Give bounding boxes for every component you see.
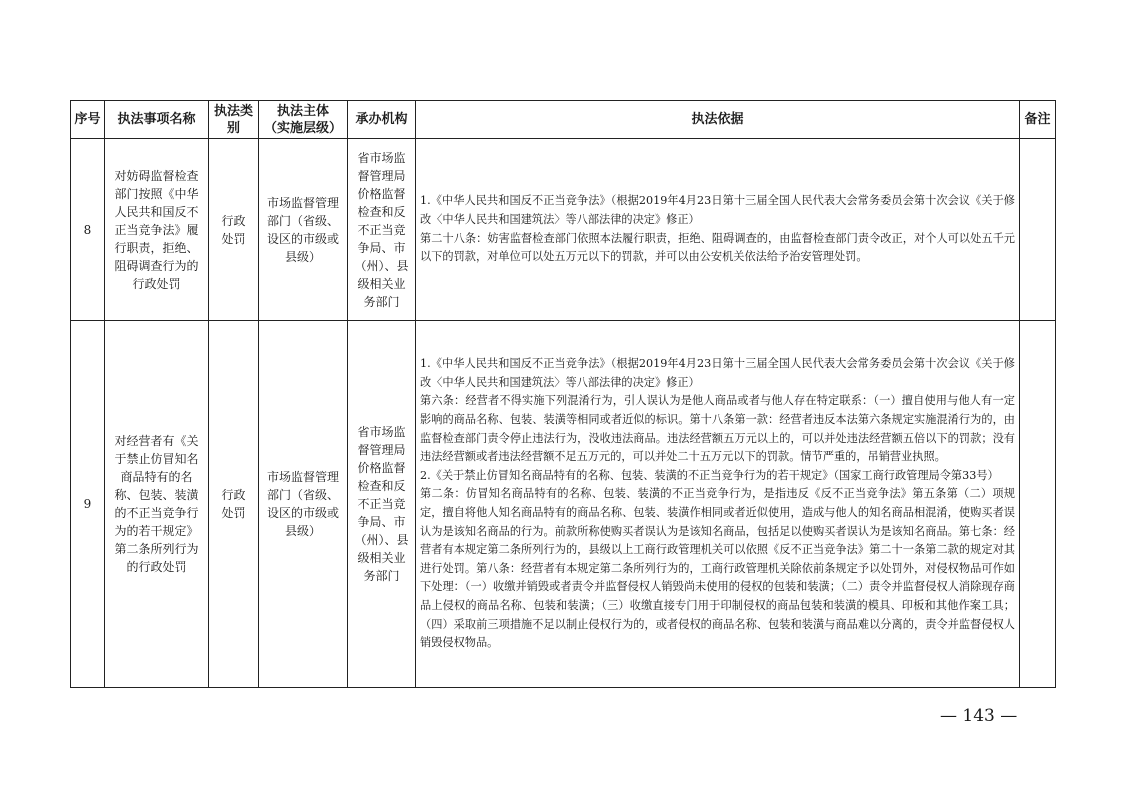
row-remark <box>1020 321 1056 688</box>
row-name: 对妨碍监督检查部门按照《中华人民共和国反不正当竞争法》履行职责，拒绝、阻碍调查行为的行政处罚 <box>105 139 209 321</box>
enforcement-table <box>70 100 1056 688</box>
row-category: 行政处罚 <box>209 321 259 688</box>
header-name: 执法事项名称 <box>105 101 209 139</box>
row-subject: 市场监督管理部门（省级、设区的市级或县级） <box>259 321 348 688</box>
row-basis <box>416 321 1020 688</box>
row-seq: 9 <box>71 321 105 688</box>
table-row <box>71 321 1056 688</box>
basis-paragraph: 第二十八条：妨害监督检查部门依照本法履行职责，拒绝、阻碍调查的，由监督检查部门责令改正，对个人可以处五千元以下的罚款，对单位可以处五万元以下的罚款，并可以由公安机关依法给予治安管理处罚。 <box>420 231 1015 264</box>
header-subject <box>259 101 348 139</box>
table-header-row <box>71 101 1056 139</box>
row-remark <box>1020 139 1056 321</box>
basis-paragraph: 第六条：经营者不得实施下列混淆行为，引人误认为是他人商品或者与他人存在特定联系：（一）擅自使用与他人有一定影响的商品名称、包装、装潢等相同或者近似的标识。第十八条第一款：经营者违反本法第六条规定实施混淆行为的，由监督检查部门责令停止违法行为，没收违法商品。违法经营额五万元以上的，可以并处违法经营额五倍以下的罚款；没有违法经营额或者违法经营额不足五万元的，可以并处二十五万元以下的罚款。情节严重的，吊销营业执照。 <box>420 394 1015 464</box>
basis-paragraph: 第二条：仿冒知名商品特有的名称、包装、装潢的不正当竞争行为，是指违反《反不正当竞争法》第五条第（二）项规定，擅自将他人知名商品特有的商品名称、包装、装潢作相同或者近似使用，造成与他人的知名商品相混淆，使购买者误认为是该知名商品的行为。前款所称使购买者误认为是该知名商品，包括足以使购买者误认为是该知名商品。第七条：经营者有本规定第二条所列行为的，县级以上工商行政管理机关可以依照《反不正当竞争法》第二十一条第二款的规定对其进行处罚。第八条：经营者有本规定第二条所列行为的，工商行政管理机关除依前条规定予以处罚外，对侵权物品可作如下处理：（一）收缴并销毁或者责令并监督侵权人销毁尚未使用的侵权的包装和装潢；（二）责令并监督侵权人消除现存商品上侵权的商品名称、包装和装潢；（三）收缴直接专门用于印制侵权的商品包装和装潢的模具、印板和其他作案工具；（四）采取前三项措施不足以制止侵权行为的，或者侵权的商品名称、包装和装潢与商品难以分离的，责令并监督侵权人销毁侵权物品。 <box>420 487 1015 650</box>
row-agency: 省市场监督管理局价格监督检查和反不正当竞争局、市（州）、县级相关业务部门 <box>348 321 416 688</box>
page-number: — 143 — <box>940 706 1018 726</box>
basis-paragraph: 1.《中华人民共和国反不正当竞争法》（根据2019年4月23日第十三届全国人民代表大会常务委员会第十次会议《关于修改〈中华人民共和国建筑法〉等八部法律的决定》修正） <box>420 357 1015 389</box>
table-row <box>71 139 1056 321</box>
basis-paragraph: 1.《中华人民共和国反不正当竞争法》（根据2019年4月23日第十三届全国人民代表大会常务委员会第十次会议《关于修改〈中华人民共和国建筑法〉等八部法律的决定》修正） <box>420 194 1015 226</box>
header-subject-line1: 执法主体 <box>276 103 329 119</box>
header-seq: 序号 <box>71 101 105 139</box>
basis-paragraph: 2.《关于禁止仿冒知名商品特有的名称、包装、装潢的不正当竞争行为的若干规定》（国家工商行政管理局令第33号） <box>420 468 999 482</box>
row-agency: 省市场监督管理局价格监督检查和反不正当竞争局、市（州）、县级相关业务部门 <box>348 139 416 321</box>
row-category: 行政处罚 <box>209 139 259 321</box>
header-basis: 执法依据 <box>416 101 1020 139</box>
row-name: 对经营者有《关于禁止仿冒知名商品特有的名称、包装、装潢的不正当竞争行为的若干规定》第二条所列行为的行政处罚 <box>105 321 209 688</box>
header-remark: 备注 <box>1020 101 1056 139</box>
header-agency: 承办机构 <box>348 101 416 139</box>
row-seq: 8 <box>71 139 105 321</box>
header-category: 执法类别 <box>209 101 259 139</box>
header-subject-line2: （实施层级） <box>263 120 342 136</box>
row-basis <box>416 139 1020 321</box>
row-subject: 市场监督管理部门（省级、设区的市级或县级） <box>259 139 348 321</box>
